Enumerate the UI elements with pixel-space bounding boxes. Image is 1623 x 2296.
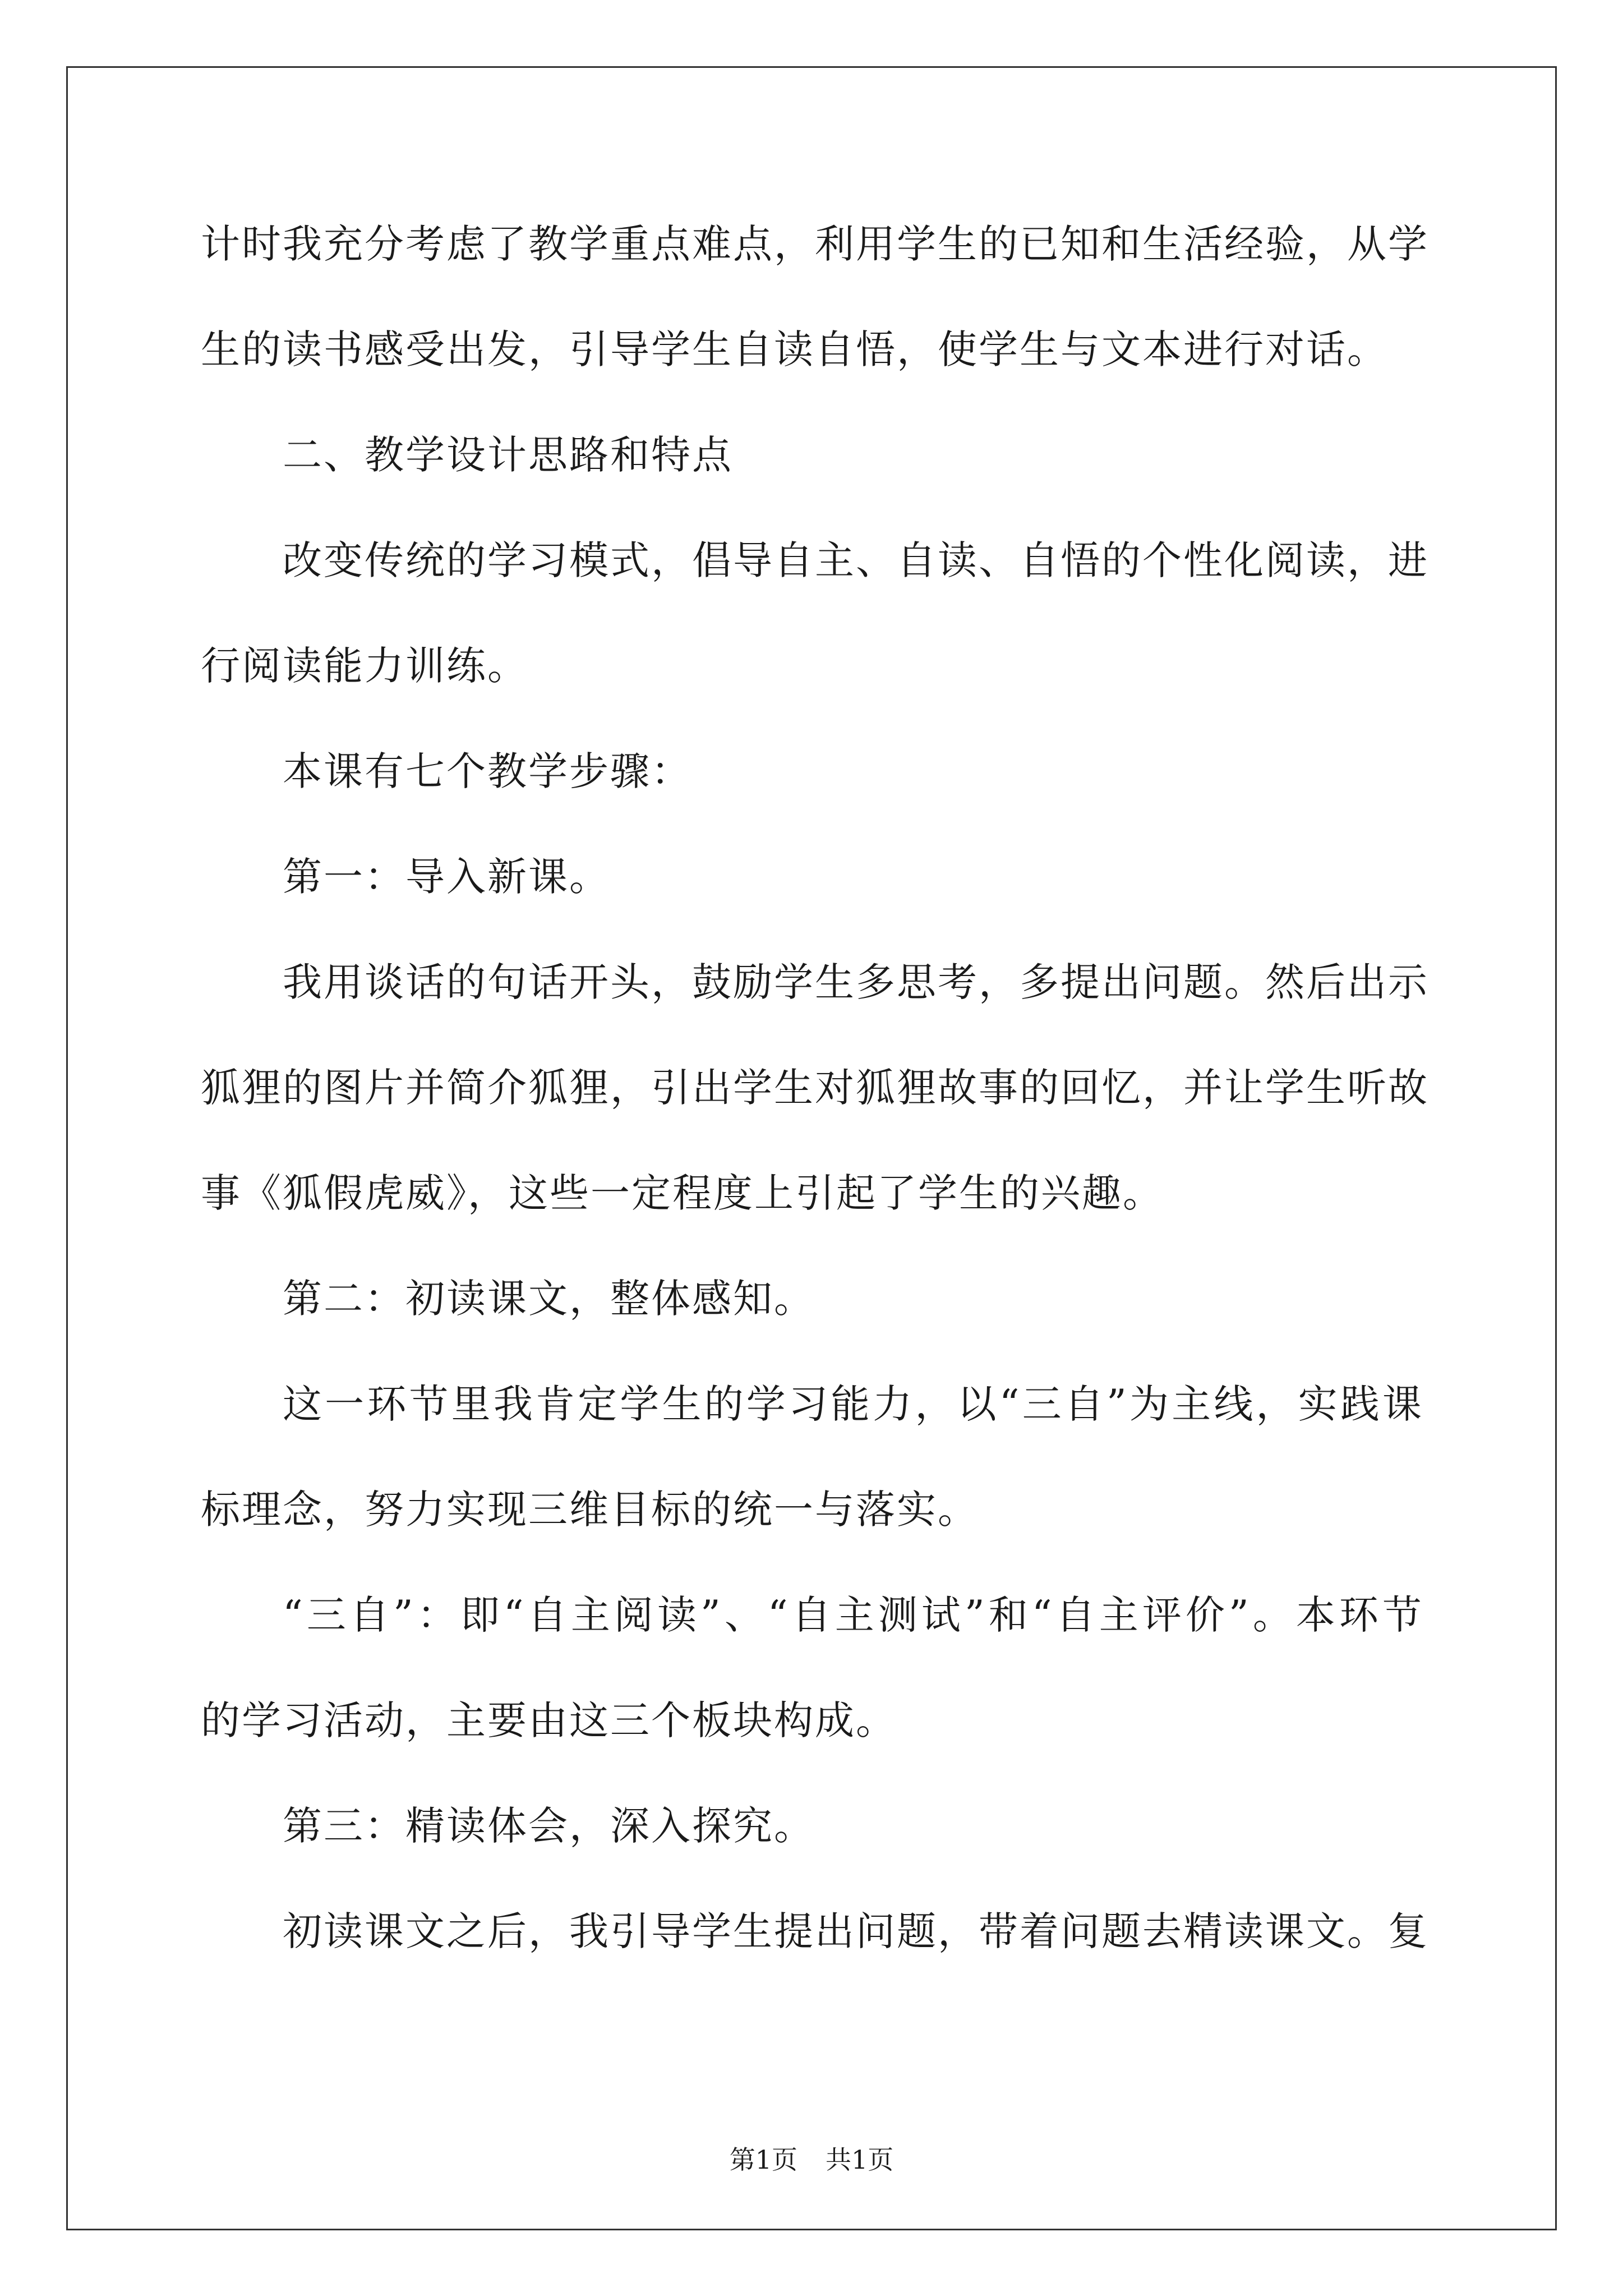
text-line: 标理念，努力实现三维目标的统一与落实。 [201, 1487, 979, 1533]
text-line: 生的读书感受出发，引导学生自读自悟，使学生与文本进行对话。 [201, 326, 1388, 372]
page-number: 第1页 [729, 2145, 797, 2175]
text-line: 本课有七个教学步骤： [283, 748, 692, 794]
text-line: 狐狸的图片并简介狐狸，引出学生对狐狸故事的回忆，并让学生听故 [201, 1065, 1429, 1111]
text-line: 事《狐假虎威》，这些一定程度上引起了学生的兴趣。 [201, 1170, 1164, 1216]
text-line: 行阅读能力训练。 [201, 643, 528, 689]
text-line: 改变传统的学习模式，倡导自主、自读、自悟的个性化阅读，进 [283, 537, 1429, 583]
page-total: 共1页 [826, 2145, 894, 2175]
step-heading: 第二：初读课文，整体感知。 [283, 1276, 815, 1322]
text-line: “三自”：即“自主阅读”、“自主测试”和“自主评价”。本环节 [283, 1592, 1423, 1638]
text-line: 我用谈话的句话开头，鼓励学生多思考，多提出问题。然后出示 [283, 959, 1429, 1005]
text-line: 这一环节里我肯定学生的学习能力，以“三自”为主线，实践课 [283, 1381, 1423, 1427]
text-line: 初读课文之后，我引导学生提出问题，带着问题去精读课文。复 [283, 1908, 1429, 1954]
text-line: 计时我充分考虑了教学重点难点，利用学生的已知和生活经验，从学 [201, 221, 1429, 267]
page-footer [0, 2143, 1623, 2177]
text-line: 的学习活动，主要由这三个板块构成。 [201, 1697, 897, 1743]
section-heading: 二、教学设计思路和特点 [283, 432, 733, 478]
step-heading: 第三：精读体会，深入探究。 [283, 1803, 815, 1849]
step-heading: 第一：导入新课。 [283, 854, 610, 900]
